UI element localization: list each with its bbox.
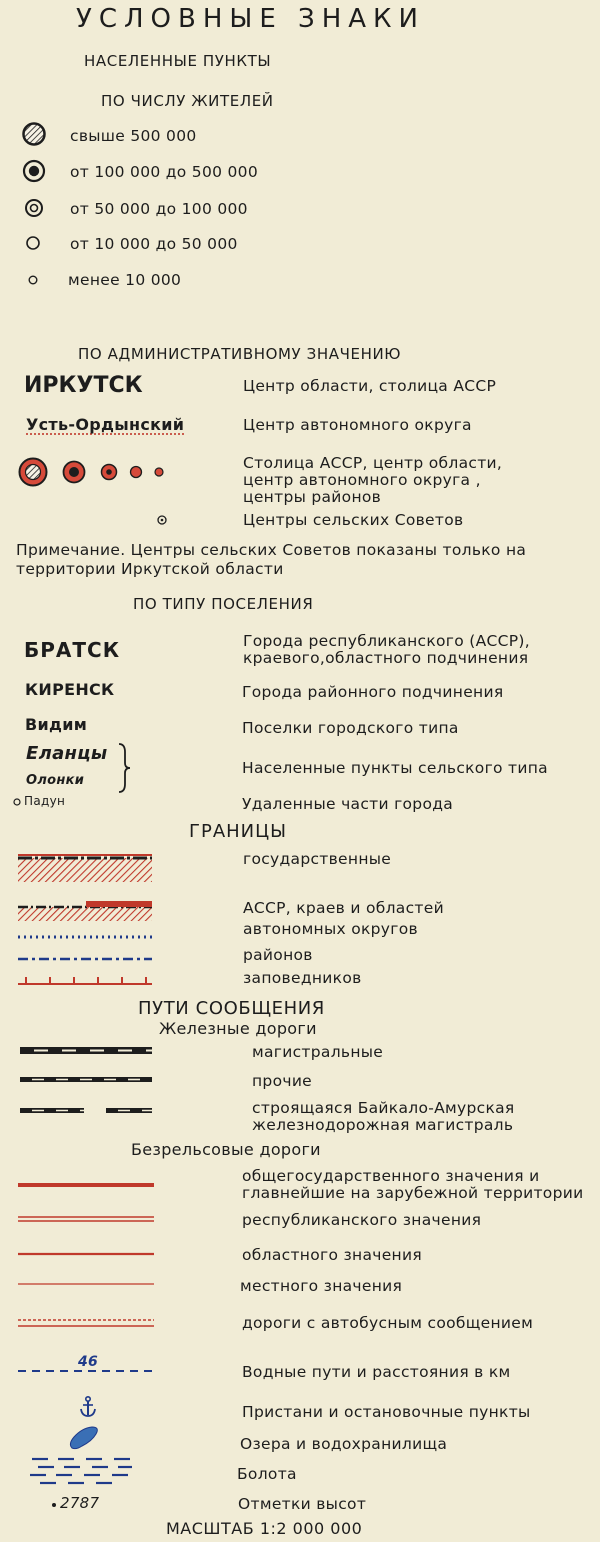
legend-title: УСЛОВНЫЕ ЗНАКИ — [76, 4, 425, 34]
type-label-rural: Населенные пункты сельского типа — [242, 759, 548, 777]
border-label-state: государственные — [243, 850, 392, 868]
circle-ring-icon — [25, 235, 41, 251]
population-item-5: менее 10 000 — [68, 271, 182, 289]
brace-icon — [117, 742, 131, 794]
other-label-waterway: Водные пути и расстояния в км — [242, 1363, 511, 1381]
type-label-urban-settlement: Поселки городского типа — [242, 719, 459, 737]
road-republic-icon — [18, 1216, 154, 1222]
road-label-local: местного значения — [240, 1277, 403, 1295]
elevation-point-icon — [51, 1502, 57, 1508]
border-label-reserve: заповедников — [243, 969, 362, 987]
admin-capitals-symbols-icon — [18, 455, 168, 491]
rail-other-icon — [20, 1077, 152, 1083]
type-sample-city: БРАТСК — [24, 638, 121, 662]
type-sample-rural-large: Еланцы — [26, 743, 108, 764]
population-item-3: от 50 000 до 100 000 — [70, 200, 248, 218]
type-heading: ПО ТИПУ ПОСЕЛЕНИЯ — [133, 595, 314, 613]
border-label-oblast: АССР, краев и областей — [243, 899, 444, 917]
border-label-okrug: автономных округов — [243, 920, 418, 938]
state-border-icon — [18, 852, 152, 882]
other-label-piers: Пристани и остановочные пункты — [242, 1403, 531, 1421]
rail-bam-icon — [20, 1108, 152, 1114]
other-label-elevations: Отметки высот — [238, 1495, 367, 1513]
reserve-border-icon — [18, 974, 152, 986]
type-label-remote-part: Удаленные части города — [242, 795, 454, 813]
road-bus-icon — [18, 1318, 154, 1328]
road-oblast-icon — [18, 1252, 154, 1256]
road-label-national: общегосударственного значения и главнейшие на зарубежной территории — [242, 1167, 584, 1202]
admin-sample-oblast-center: ИРКУТСК — [24, 373, 143, 398]
anchor-icon — [79, 1396, 97, 1418]
admin-sample-okrug-center: Усть-Ордынский — [26, 415, 185, 434]
population-item-1: свыше 500 000 — [70, 127, 197, 145]
road-label-republic: республиканского значения — [242, 1211, 482, 1229]
type-sample-remote-part: Падун — [24, 794, 66, 808]
waterway-distance: 46 — [78, 1354, 99, 1370]
rail-label-bam: строящаяся Байкало-Амурская железнодорожная магистраль — [252, 1099, 515, 1134]
village-council-center-icon — [156, 514, 168, 526]
admin-label-oblast-center: Центр области, столица АССР — [243, 377, 497, 395]
other-label-lakes: Озера и водохранилища — [240, 1435, 448, 1453]
map-scale: МАСШТАБ 1:2 000 000 — [166, 1519, 363, 1538]
circle-double-ring-icon — [24, 198, 44, 218]
remote-part-icon — [12, 797, 22, 807]
borders-heading: ГРАНИЦЫ — [189, 821, 288, 842]
elevation-sample: 2787 — [60, 1494, 100, 1512]
settlements-heading: НАСЕЛЕННЫЕ ПУНКТЫ — [84, 52, 272, 70]
admin-note: Примечание. Центры сельских Советов показаны только на территории Иркутской области — [16, 541, 527, 578]
type-label-city: Города республиканского (АССР), краевого,областного подчинения — [243, 632, 530, 667]
admin-heading: ПО АДМИНИСТРАТИВНОМУ ЗНАЧЕНИЮ — [78, 345, 402, 363]
small-circle-icon — [27, 274, 39, 286]
routes-heading: ПУТИ СООБЩЕНИЯ — [138, 998, 325, 1019]
rail-heading: Железные дороги — [159, 1019, 317, 1038]
population-item-2: от 100 000 до 500 000 — [70, 163, 258, 181]
road-local-icon — [18, 1282, 154, 1286]
population-heading: ПО ЧИСЛУ ЖИТЕЛЕЙ — [101, 92, 274, 110]
population-item-4: от 10 000 до 50 000 — [70, 235, 238, 253]
rail-label-other: прочие — [252, 1072, 313, 1090]
district-border-icon — [18, 956, 152, 962]
type-sample-district-city: КИРЕНСК — [25, 680, 115, 699]
lake-icon — [66, 1424, 102, 1452]
admin-label-capitals: Столица АССР, центр области, центр автономного округа , центры районов — [243, 454, 503, 506]
swamp-icon — [28, 1455, 136, 1489]
rail-label-main: магистральные — [252, 1043, 384, 1061]
road-label-bus: дороги с автобусным сообщением — [242, 1314, 534, 1332]
admin-label-village-council: Центры сельских Советов — [243, 511, 464, 529]
circle-hatched-icon — [22, 122, 46, 146]
type-label-district-city: Города районного подчинения — [242, 683, 504, 701]
okrug-border-icon — [18, 934, 152, 940]
oblast-border-icon — [18, 899, 152, 921]
rail-main-icon — [20, 1047, 152, 1055]
border-label-district: районов — [243, 946, 313, 964]
type-sample-rural-small: Олонки — [26, 773, 85, 788]
roads-heading: Безрельсовые дороги — [131, 1140, 321, 1159]
other-label-swamps: Болота — [237, 1465, 297, 1483]
type-sample-urban-settlement: Видим — [25, 715, 88, 734]
circle-filled-ring-icon — [22, 159, 46, 183]
admin-label-okrug-center: Центр автономного округа — [243, 416, 472, 434]
road-label-oblast: областного значения — [242, 1246, 422, 1264]
road-national-icon — [18, 1183, 154, 1189]
